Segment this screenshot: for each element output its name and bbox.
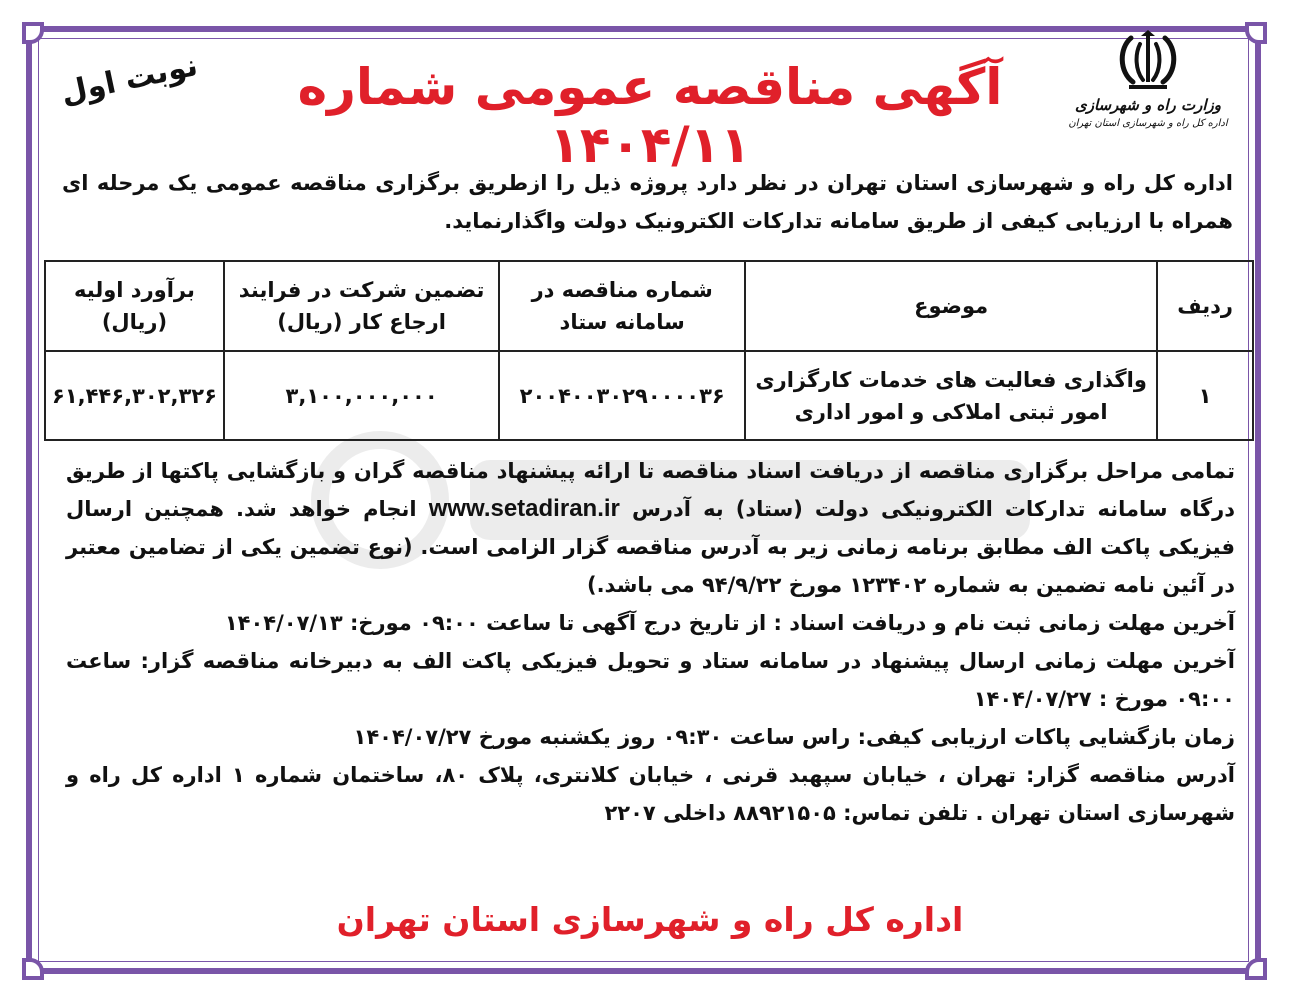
round-label: نوبت اول (57, 47, 201, 112)
frame-corner (1245, 958, 1267, 980)
ministry-name: وزارت راه و شهرسازی (1074, 96, 1222, 114)
emblem-icon (1113, 30, 1183, 92)
cell-row-number: ۱ (1157, 351, 1253, 440)
cell-estimate: ۶۱,۴۴۶,۳۰۲,۳۲۶ (45, 351, 224, 440)
page-title: آگهی مناقصه عمومی شماره ۱۴۰۴/۱۱ (297, 58, 1003, 174)
procedure-text-start: تمامی مراحل برگزاری مناقصه از دریافت اسناد مناقصه تا ارائه پیشنهاد مناقصه گران و بازگشایی پاکتها از طریق درگاه سامانه تدارکات الکترونیکی دولت (ستاد) به آدرس (66, 459, 1235, 521)
header-estimate: برآورد اولیه (ریال) (45, 261, 224, 351)
cell-subject: واگذاری فعالیت های خدمات کارگزاری امور ثبتی املاکی و امور اداری (745, 351, 1157, 440)
ministry-logo (1063, 30, 1233, 129)
body-text (66, 452, 1235, 832)
table-header-row (45, 261, 1253, 351)
intro-paragraph: اداره کل راه و شهرسازی استان تهران در نظر دارد پروژه ذیل را ازطریق برگزاری مناقصه عمومی یک مرحله ای همراه با ارزیابی کیفی از طریق سامانه تدارکات الکترونیک دولت واگذارنماید. (62, 171, 1233, 233)
procedure-text-end: انجام خواهد شد. همچنین ارسال فیزیکی پاکت الف مطابق برنامه زمانی زیر به آدرس مناقصه گزار الزامی است. (نوع تضمین یکی از تضامین معتبر در آئین نامه تضمین به شماره ۱۲۳۴۰۲ مورخ ۹۴/۹/۲۲ می باشد.) (66, 497, 1235, 597)
table-row (45, 351, 1253, 440)
tender-table (44, 260, 1254, 441)
footer-signature: اداره کل راه و شهرسازی استان تهران (336, 900, 964, 939)
header-subject: موضوع (745, 261, 1157, 351)
cell-tender-number: ۲۰۰۴۰۰۳۰۲۹۰۰۰۰۳۶ (499, 351, 745, 440)
tenderer-address: آدرس مناقصه گزار: تهران ، خیابان سپهبد قرنی ، خیابان کلانتری، پلاک ۸۰، ساختمان شماره ۱ اداره کل راه و شهرسازی استان تهران . تلفن تماس: ۸۸۹۲۱۵۰۵ داخلی ۲۲۰۷ (66, 763, 1235, 825)
office-name: اداره کل راه و شهرسازی استان تهران (1068, 118, 1228, 129)
deadline-offers: آخرین مهلت زمانی ارسال پیشنهاد در سامانه ستاد و تحویل فیزیکی پاکت الف به دبیرخانه مناقصه گزار: ساعت ۰۹:۰۰ مورخ : ۱۴۰۴/۰۷/۲۷ (66, 649, 1235, 711)
procedure-paragraph (66, 452, 1235, 604)
opening-time: زمان بازگشایی پاکات ارزیابی کیفی: راس ساعت ۰۹:۳۰ روز یکشنبه مورخ ۱۴۰۴/۰۷/۲۷ (353, 725, 1235, 749)
header-tender-number: شماره مناقصه در سامانه ستاد (499, 261, 745, 351)
header-row-number: ردیف (1157, 261, 1253, 351)
header-guarantee: تضمین شرکت در فرایند ارجاع کار (ریال) (224, 261, 499, 351)
deadline-documents: آخرین مهلت زمانی ثبت نام و دریافت اسناد : از تاریخ درج آگهی تا ساعت ۰۹:۰۰ مورخ: ۱۴۰۴/۰۷/۱۳ (224, 611, 1235, 635)
cell-guarantee: ۳,۱۰۰,۰۰۰,۰۰۰ (224, 351, 499, 440)
setad-url-link[interactable]: www.setadiran.ir (428, 495, 620, 522)
